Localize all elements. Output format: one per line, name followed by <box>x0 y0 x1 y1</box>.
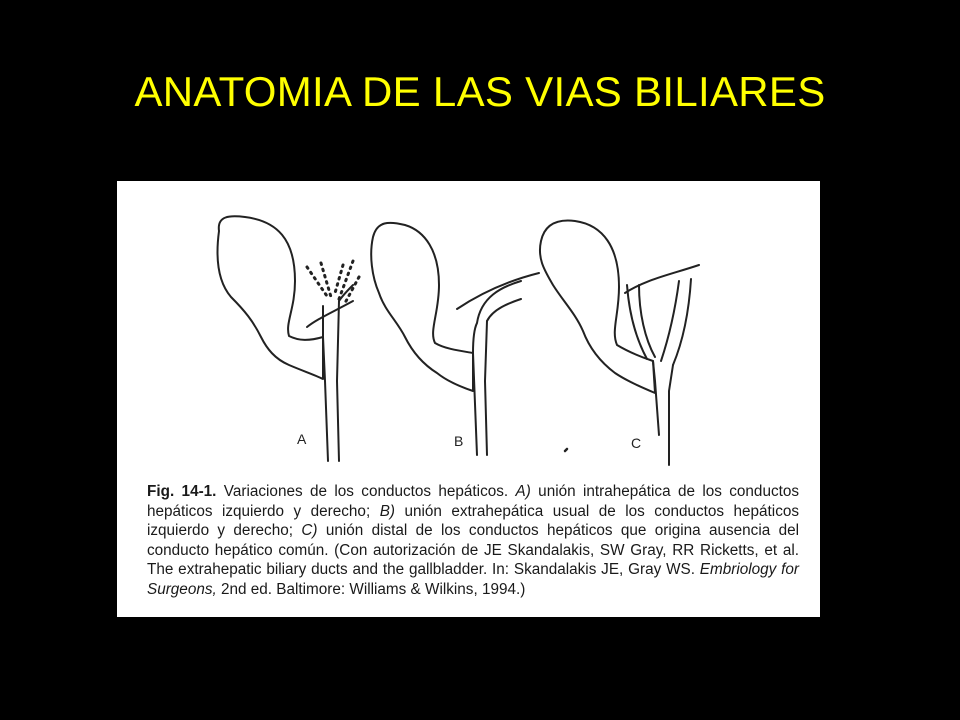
caption-book-title: Embriology for Surgeons, <box>147 561 799 598</box>
variant-c-hepatic-right <box>661 279 691 365</box>
caption-text-3: unión extrahepática usual de los conductos hepáticos izquierdo y derecho; <box>147 502 799 540</box>
caption-marker-c: C) <box>301 522 318 540</box>
figure-caption <box>147 482 799 600</box>
caption-marker-a: A) <box>515 483 531 500</box>
variant-a-gallbladder-outline <box>218 216 324 379</box>
variant-c-drawing <box>540 221 699 465</box>
caption-marker-b: B) <box>379 502 395 520</box>
caption-figure-ref: Fig. 14-1. <box>147 483 217 500</box>
caption-text-4: unión distal de los conductos hepáticos que origina ausencia del conducto hepático común. (Con autorización de JE Skandalakis, SW Gray, RR Ricketts, et al. The extrahepatic biliary ducts and the gallbladder. In: Skandalakis JE, Gray WS. <box>147 522 799 579</box>
variant-c-gallbladder-outline <box>540 221 655 393</box>
variant-a-liver-edge <box>307 301 353 327</box>
anatomy-figure-panel <box>117 181 820 617</box>
variant-c-liver-edge <box>625 265 699 293</box>
panel-label-c: C <box>631 435 642 451</box>
panel-label-b: B <box>454 433 464 449</box>
stray-mark <box>565 449 567 451</box>
variant-c-common-duct <box>653 361 673 465</box>
variant-c-cystic-hepatic-left <box>627 285 655 359</box>
variant-b-drawing <box>371 223 539 455</box>
variant-a-duct-left <box>323 337 328 461</box>
variant-b-common-duct <box>473 321 487 455</box>
variant-b-gallbladder-outline <box>371 223 473 391</box>
variant-a-drawing <box>218 216 360 461</box>
slide-title: ANATOMIA DE LAS VIAS BILIARES <box>134 68 826 115</box>
variant-a-intrahepatic-dotted-ducts <box>307 261 359 303</box>
variant-b-hepatic-ducts <box>473 281 521 353</box>
caption-text-1: Variaciones de los conductos hepáticos. <box>216 483 516 500</box>
caption-text-2: unión intrahepática de los conductos hepáticos izquierdo y derecho; <box>147 483 800 520</box>
caption-text-5: 2nd ed. Baltimore: Williams & Wilkins, 1994.) <box>216 580 526 598</box>
variant-a-duct-right <box>337 301 339 461</box>
panel-label-a: A <box>297 431 307 447</box>
